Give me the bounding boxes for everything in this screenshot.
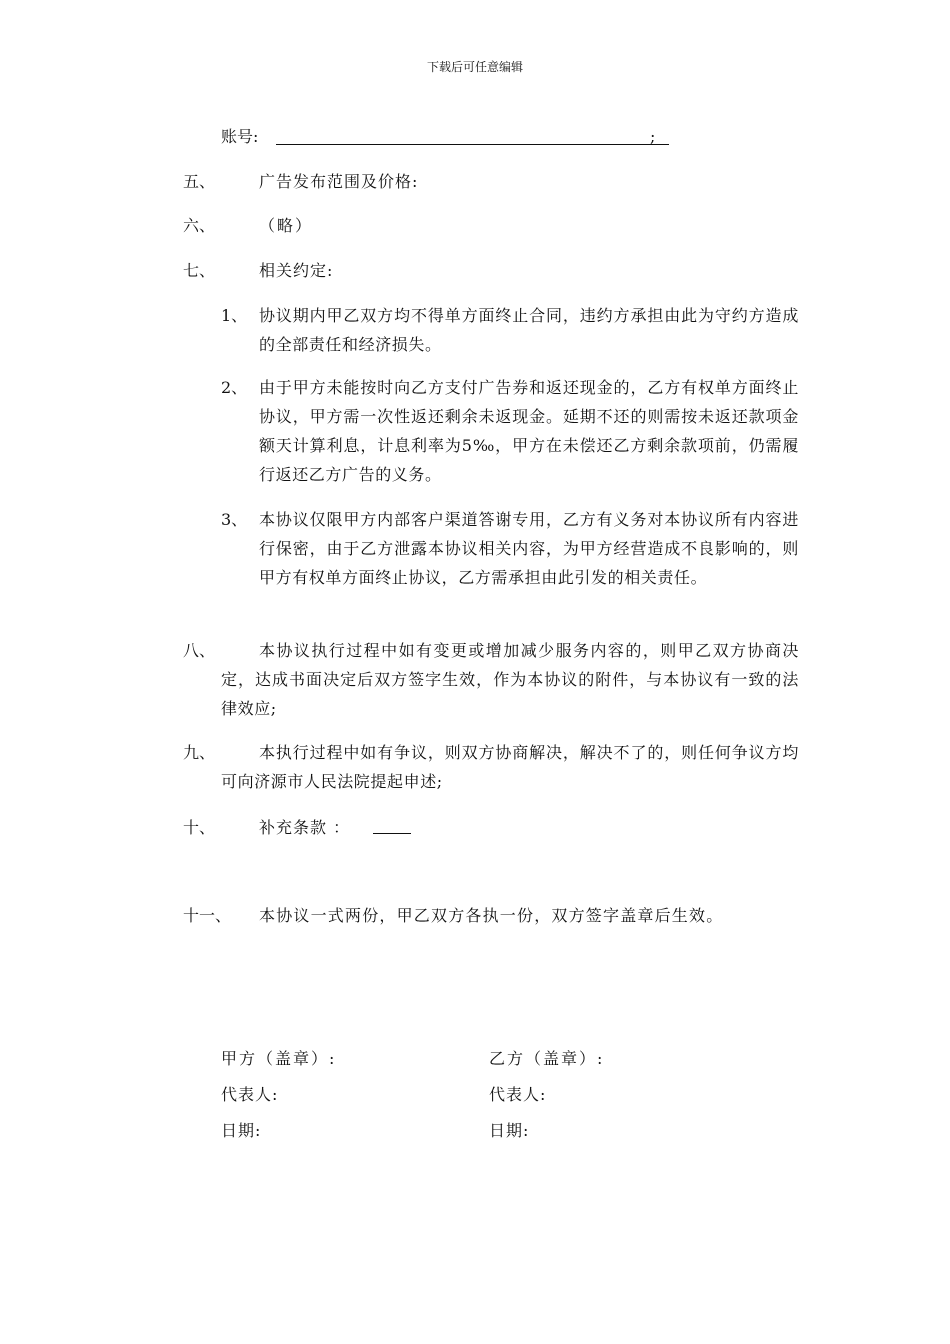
item-3-text: 本协议仅限甲方内部客户渠道答谢专用，乙方有义务对本协议所有内容进行保密，由于乙方泄露本协议相关内容，为甲方经营造成不良影响的，则甲方有权单方面终止协议，乙方需承担由此引发的相关责任。 [259, 510, 799, 587]
section-5-number: 五、 [183, 172, 216, 191]
section-8-text: 本协议执行过程中如有变更或增加减少服务内容的，则甲乙双方协商决定，达成书面决定后双方签字生效，作为本协议的附件，与本协议有一致的法律效应; [221, 641, 799, 718]
item-1-text: 协议期内甲乙双方均不得单方面终止合同，违约方承担由此为守约方造成的全部责任和经济损失。 [259, 306, 799, 354]
page-header: 下载后可任意编辑 [426, 60, 523, 74]
section-9-text: 本执行过程中如有争议，则双方协商解决，解决不了的，则任何争议方均可向济源市人民法院提起申述; [221, 743, 799, 791]
party-a-representative: 代表人: [221, 1085, 279, 1104]
account-suffix: ; [650, 127, 656, 146]
section-10-number: 十、 [183, 818, 216, 837]
section-8-number: 八、 [183, 641, 216, 660]
party-b-date: 日期: [489, 1121, 530, 1140]
section-5-title: 广告发布范围及价格: [259, 172, 419, 191]
item-2-text: 由于甲方未能按时向乙方支付广告券和返还现金的，乙方有权单方面终止协议，甲方需一次性返还剩余未返现金。延期不还的则需按未返还款项金额天计算利息，计息利率为5‰，甲方在未偿还乙方剩余款项前，仍需履行返还乙方广告的义务。 [259, 378, 799, 484]
section-11-number: 十一、 [183, 906, 232, 925]
item-1-number: 1、 [221, 306, 248, 325]
section-11-text: 本协议一式两份，甲乙双方各执一份，双方签字盖章后生效。 [259, 906, 724, 925]
account-label: 账号: [221, 127, 259, 146]
section-9-number: 九、 [183, 743, 216, 762]
item-2-number: 2、 [221, 378, 248, 397]
section-10-text: 补充条款 ： [259, 818, 351, 837]
account-blank-line [276, 128, 669, 145]
section-6-number: 六、 [183, 216, 216, 235]
party-b-representative: 代表人: [489, 1085, 547, 1104]
item-3-number: 3、 [221, 510, 248, 529]
party-b-seal: 乙方（盖章）: [489, 1049, 605, 1068]
party-a-seal: 甲方（盖章）: [221, 1049, 337, 1068]
supplement-blank-line [373, 815, 411, 834]
section-7-title: 相关约定: [259, 261, 334, 280]
section-7-number: 七、 [183, 261, 216, 280]
party-a-date: 日期: [221, 1121, 262, 1140]
section-6-text: （略） [259, 216, 314, 235]
